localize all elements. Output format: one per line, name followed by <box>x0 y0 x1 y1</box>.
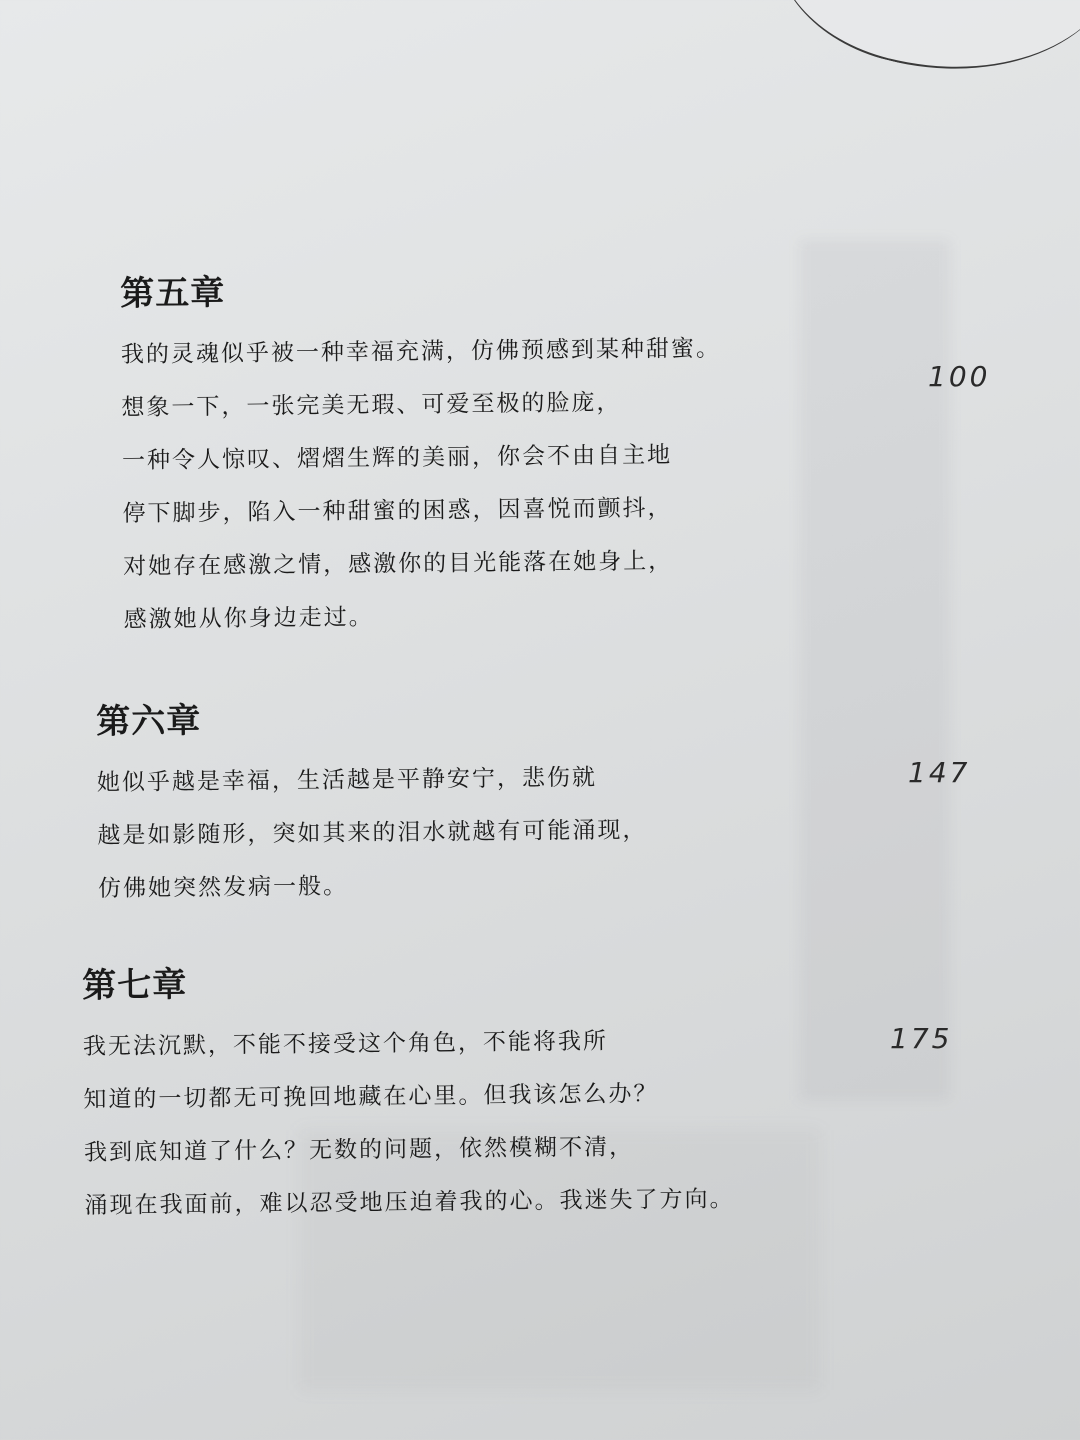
text-line: 想象一下，一张完美无瑕、可爱至极的脸庞， <box>121 389 622 421</box>
page-number: 175 <box>890 1022 953 1055</box>
chapter-6 <box>96 688 648 916</box>
text-line: 感激她从你身边走过。 <box>123 604 374 633</box>
page-number: 100 <box>928 360 991 393</box>
page-curl <box>756 0 1080 110</box>
text-line: 对她存在感激之情，感激你的目光能落在她身上， <box>123 548 674 580</box>
text-line: 我的灵魂似乎被一种幸福充满，仿佛预感到某种甜蜜。 <box>120 335 722 368</box>
chapter-title: 第五章 <box>120 272 226 314</box>
page-number: 147 <box>908 756 971 789</box>
chapter-title: 第七章 <box>82 964 188 1006</box>
text-line: 涌现在我面前，难以忍受地压迫着我的心。我迷失了方向。 <box>84 1186 735 1219</box>
chapter-5 <box>120 260 724 647</box>
chapter-7 <box>82 951 735 1233</box>
text-line: 知道的一切都无可挽回地藏在心里。但我该怎么办？ <box>83 1080 659 1113</box>
text-line: 越是如影随形，突如其来的泪水就越有可能涌现， <box>97 817 648 849</box>
chapter-title: 第六章 <box>96 700 202 742</box>
text-line: 我无法沉默，不能不接受这个角色，不能将我所 <box>82 1028 609 1060</box>
text-line: 我到底知道了什么？无数的问题，依然模糊不清， <box>83 1134 635 1166</box>
text-line: 停下脚步，陷入一种甜蜜的困惑，因喜悦而颤抖， <box>122 495 673 527</box>
text-line: 一种令人惊叹、熠熠生辉的美丽，你会不由自主地 <box>121 442 673 474</box>
text-line: 仿佛她突然发病一般。 <box>97 873 349 902</box>
text-line: 她似乎越是幸福，生活越是平静安宁，悲伤就 <box>96 764 598 796</box>
